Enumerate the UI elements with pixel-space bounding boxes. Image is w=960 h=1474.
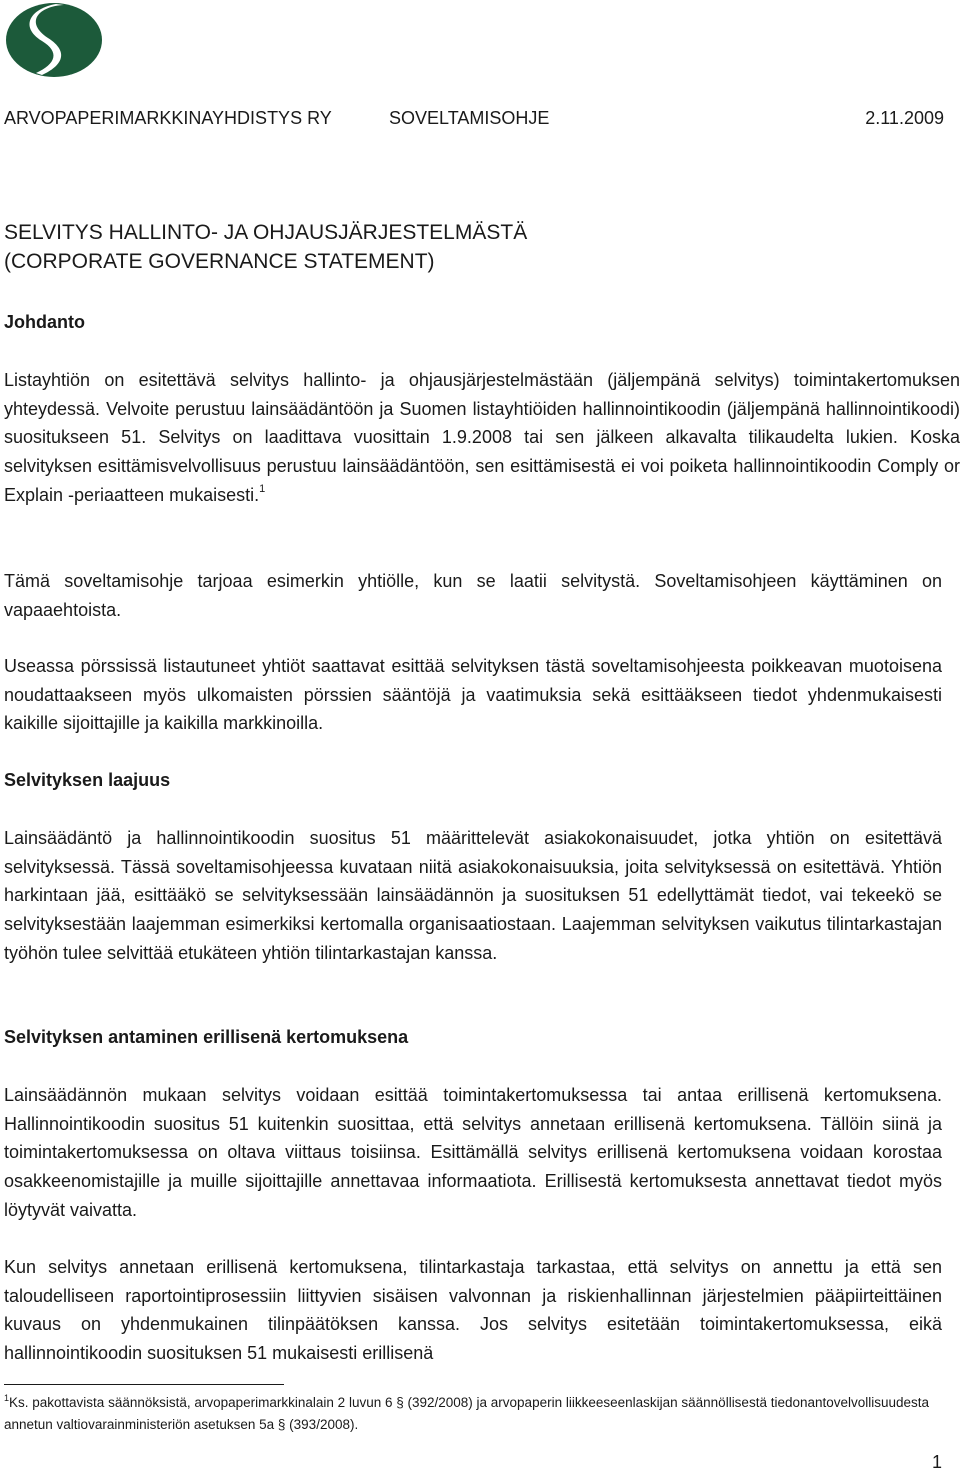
- heading-laajuus: Selvityksen laajuus: [4, 770, 171, 790]
- header-document-type: SOVELTAMISOHJE: [389, 108, 550, 128]
- footnote: [4, 1392, 934, 1436]
- heading-erillisena: Selvityksen antaminen erillisenä kertomuksena: [4, 1027, 409, 1047]
- heading-johdanto: Johdanto: [4, 312, 85, 332]
- title-line-1: SELVITYS HALLINTO- JA OHJAUSJÄRJESTELMÄSTÄ: [4, 221, 528, 244]
- paragraph-laajuus-1: Lainsäädäntö ja hallinnointikoodin suositus 51 määrittelevät asiakokonaisuudet, jotka yhtiön on esitettävä selvityksessä. Tässä soveltamisohjeessa kuvataan niitä asiakokonaisuuksia, joita selvityksessä on esitettävä. Yhtiön harkintaan jää, esittääkö se selvityksessään lainsäädännön ja suosituksen 51 edellyttämät tiedot, vai tekeekö se selvityksestään laajemman esimerkiksi kertomalla organisaatiostaan. Laajemman selvityksen vaikutus tilintarkastajan työhön tulee selvittää etukäteen yhtiön tilintarkastajan kanssa.: [4, 828, 942, 963]
- paragraph-erillisena-2: Kun selvitys annetaan erillisenä kertomuksena, tilintarkastaja tarkastaa, että selvitys on annettu ja että sen taloudelliseen raportointiprosessiin liittyvien sisäisen valvonnan ja riskienhallinnan järjestelmien pääpiirteittäinen kuvaus on yhdenmukainen tilinpäätöksen kanssa. Jos selvitys esitetään toimintakertomuksessa, eikä hallinnointikoodin suosituksen 51 mukaisesti erillisenä: [4, 1257, 942, 1364]
- document-header: [4, 108, 944, 130]
- paragraph-erillisena-1: Lainsäädännön mukaan selvitys voidaan esittää toimintakertomuksessa tai antaa erillisenä kertomuksena. Hallinnointikoodin suositus 51 kuitenkin suosittaa, että selvitys annetaan erillisenä kertomuksena. Tällöin siinä ja toimintakertomuksessa on oltava viittaus toisiinsa. Esittämällä selvitys erillisenä kertomuksena voidaan korostaa osakkeenomistajille ja muille sijoittajille annettavaa informaatiota. Erillisestä kertomuksesta annettavat tiedot myös löytyvät vaivatta.: [4, 1085, 942, 1220]
- paragraph-johdanto-1-text: Listayhtiön on esitettävä selvitys hallinto- ja ohjausjärjestelmästään (jäljempänä selvitys) toimintakertomuksen yhteydessä. Velvoite perustuu lainsäädäntöön ja Suomen listayhtiöiden hallinnointikoodin (jäljempänä hallinnointikoodi) suositukseen 51. Selvitys on laadittava vuosittain 1.9.2008 tai sen jälkeen alkavalta tilikaudelta lukien. Koska selvityksen esittämisvelvollisuus perustuu lainsäädäntöön, sen esittämisestä ei voi poiketa hallinnointikoodin Comply or Explain -periaatteen mukaisesti.: [4, 370, 960, 505]
- header-date: 2.11.2009: [865, 108, 944, 128]
- footnote-divider: [4, 1384, 284, 1385]
- s-circle-logo-icon: [4, 2, 104, 78]
- paragraph-johdanto-2: Tämä soveltamisohje tarjoaa esimerkin yhtiölle, kun se laatii selvitystä. Soveltamisohjeen käyttäminen on vapaaehtoista.: [4, 571, 942, 620]
- header-organization: ARVOPAPERIMARKKINAYHDISTYS RY: [4, 108, 332, 128]
- page-number: 1: [931, 1452, 942, 1472]
- title-line-2: (CORPORATE GOVERNANCE STATEMENT): [4, 250, 435, 273]
- paragraph-johdanto-3: Useassa pörssissä listautuneet yhtiöt saattavat esittää selvityksen tästä soveltamisohjeesta poikkeavan muotoisena noudattaakseen myös ulkomaisten pörssien sääntöjä ja vaatimuksia sekä esittääkseen tiedot yhdenmukaisesti kaikille sijoittajille ja kaikilla markkinoilla.: [4, 656, 942, 734]
- document-title: [4, 218, 527, 276]
- footnote-text: Ks. pakottavista säännöksistä, arvopaperimarkkinalain 2 luvun 6 § (392/2008) ja arvopaperin liikkeeseenlaskijan säännöllisestä tiedonantovelvollisuudesta annetun valtiovarainministeriön asetuksen 5a § (393/2008).: [4, 1395, 930, 1432]
- paragraph-johdanto-1: [4, 366, 960, 510]
- footnote-ref[interactable]: 1: [259, 482, 266, 495]
- footnote-number: 1: [4, 1392, 10, 1403]
